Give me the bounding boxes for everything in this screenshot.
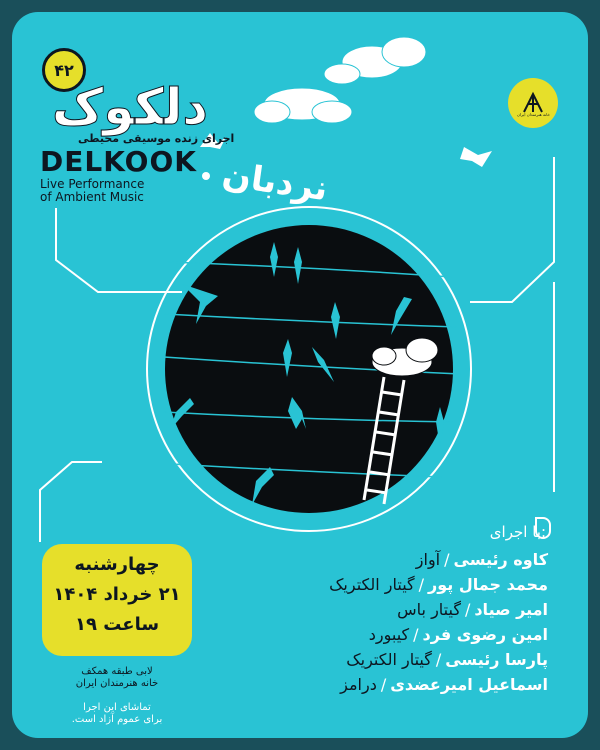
- subtitle-en-line2: of Ambient Music: [40, 190, 144, 204]
- free-line2: برای عموم آزاد است.: [71, 714, 163, 725]
- sky-clouds: [254, 37, 426, 123]
- performer-row: کاوه رئیسی/آواز: [415, 550, 548, 569]
- poster: [12, 12, 588, 738]
- venue-line1: لابی طبقه همکف: [81, 666, 153, 677]
- venue-line2: خانه هنرمندان ایران: [75, 678, 159, 689]
- date-badge: [42, 544, 192, 656]
- performer-row: اسماعیل امیرعضدی/درامز: [340, 675, 548, 694]
- performer-row: امیر صیاد/گیتار باس: [397, 600, 548, 619]
- edition-number: ۴۲: [42, 48, 86, 92]
- iranian-artists-forum-logo: [508, 78, 558, 128]
- performers-list: [248, 547, 548, 697]
- event-time: ساعت ۱۹: [74, 614, 160, 635]
- subtitle-en-line1: Live Performance: [40, 177, 145, 191]
- date-day: چهارشنبه: [74, 554, 160, 575]
- arc-title: نردبان: [219, 154, 331, 210]
- date-full: ۲۱ خرداد ۱۴۰۴: [53, 584, 181, 605]
- free-admission: [42, 702, 192, 726]
- title-fa: دلکوک: [52, 78, 209, 136]
- title-en: DELKOOK: [40, 145, 197, 178]
- logo-label: خانه هنرمندان ایران: [517, 112, 550, 117]
- performer-row: امین رضوی فرد/کیبورد: [368, 625, 548, 644]
- venue: [42, 666, 192, 690]
- subtitle-fa: اجرای زنده موسیقی محیطی: [78, 132, 235, 145]
- performers-heading: با اجرای:: [489, 523, 546, 541]
- performer-row: محمد جمال پور/گیتار الکتریک: [329, 575, 548, 594]
- free-line1: تماشای این اجرا: [83, 702, 151, 713]
- subtitle-en: [40, 178, 144, 204]
- performer-row: پارسا رئیسی/گیتار الکتریک: [346, 650, 548, 669]
